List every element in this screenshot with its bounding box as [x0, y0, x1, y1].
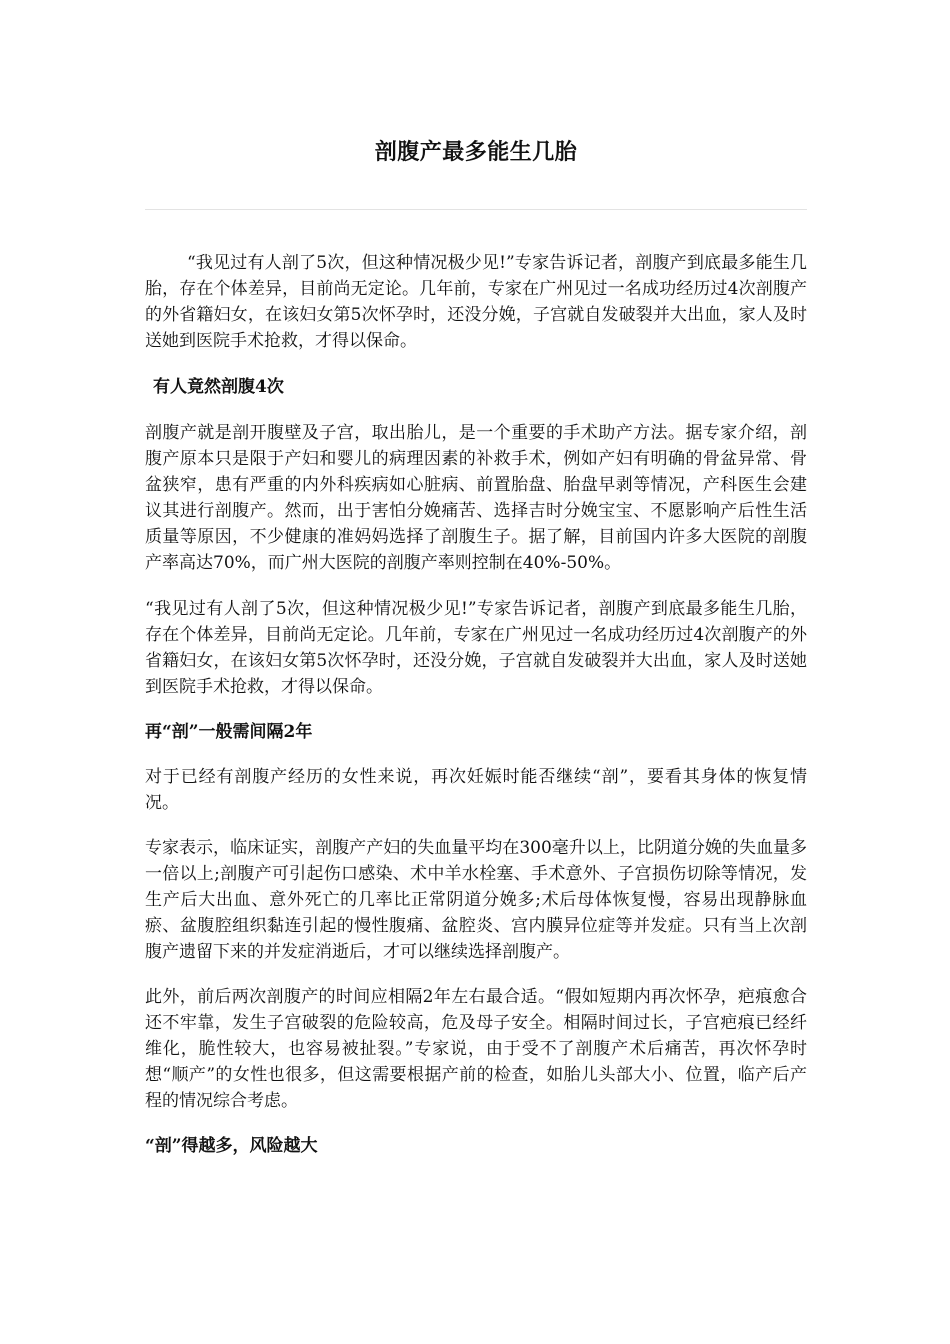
body-paragraph-3: “我见过有人剖了5次，但这种情况极少见!”专家告诉记者，剖腹产到底最多能生几胎，存在个体差异，目前尚无定论。几年前，专家在广州见过一名成功经历过4次剖腹产的外省籍妇女，在该妇女第5次怀孕时，还没分娩，子宫就自发破裂并大出血，家人及时送她到医院手术抢救，才得以保命。 — [145, 599, 807, 697]
section-heading-3: “剖”得越多，风险越大 — [145, 1136, 318, 1156]
title-divider — [145, 209, 807, 210]
body-paragraph-4: 对于已经有剖腹产经历的女性来说，再次妊娠时能否继续“剖”，要看其身体的恢复情况。 — [145, 767, 807, 813]
body-paragraph-5: 专家表示，临床证实，剖腹产产妇的失血量平均在300毫升以上，比阴道分娩的失血量多一倍以上;剖腹产可引起伤口感染、术中羊水栓塞、手术意外、子宫损伤切除等情况，发生产后大出血、意外死亡的几率比正常阴道分娩多;术后母体恢复慢，容易出现静脉血瘀、盆腹腔组织黏连引起的慢性腹痛、盆腔炎、宫内膜异位症等并发症。只有当上次剖腹产遗留下来的并发症消逝后，才可以继续选择剖腹产。 — [145, 838, 807, 962]
intro-paragraph: “我见过有人剖了5次，但这种情况极少见!”专家告诉记者，剖腹产到底最多能生几胎，存在个体差异，目前尚无定论。几年前，专家在广州见过一名成功经历过4次剖腹产的外省籍妇女，在该妇女第5次怀孕时，还没分娩，子宫就自发破裂并大出血，家人及时送她到医院手术抢救，才得以保命。 — [145, 253, 807, 351]
document-page — [145, 0, 807, 1159]
section-heading-2: 再“剖”一般需间隔2年 — [145, 722, 313, 742]
section-heading-1: 有人竟然剖腹4次 — [153, 377, 284, 397]
article-title: 剖腹产最多能生几胎 — [374, 139, 578, 165]
body-paragraph-6: 此外，前后两次剖腹产的时间应相隔2年左右最合适。“假如短期内再次怀孕，疤痕愈合还不牢靠，发生子宫破裂的危险较高，危及母子安全。相隔时间过长，子宫疤痕已经纤维化，脆性较大，也容易被扯裂。”专家说，由于受不了剖腹产术后痛苦，再次怀孕时想“顺产”的女性也很多，但这需要根据产前的检查，如胎儿头部大小、位置，临产后产程的情况综合考虑。 — [145, 987, 807, 1111]
body-paragraph-2: 剖腹产就是剖开腹壁及子宫，取出胎儿，是一个重要的手术助产方法。据专家介绍，剖腹产原本只是限于产妇和婴儿的病理因素的补救手术，例如产妇有明确的骨盆异常、骨盆狭窄，患有严重的内外科疾病如心脏病、前置胎盘、胎盘早剥等情况，产科医生会建议其进行剖腹产。然而，出于害怕分娩痛苦、选择吉时分娩宝宝、不愿影响产后性生活质量等原因，不少健康的准妈妈选择了剖腹生子。据了解，目前国内许多大医院的剖腹产率高达70%，而广州大医院的剖腹产率则控制在40%-50%。 — [145, 423, 807, 573]
